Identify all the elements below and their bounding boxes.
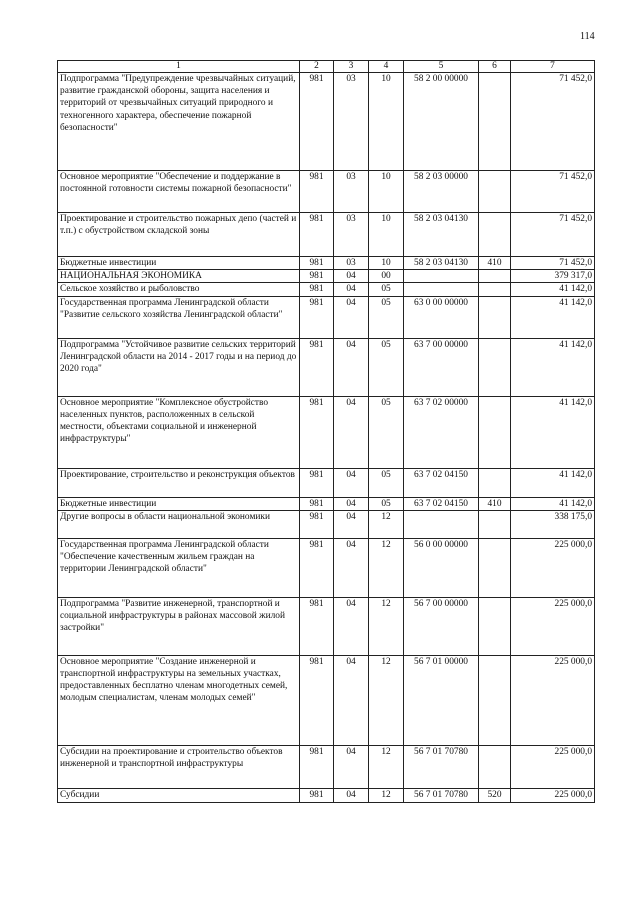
- header-cell: 6: [479, 61, 511, 73]
- header-cell: 5: [404, 61, 479, 73]
- cell-target-article: 63 7 02 00000: [404, 396, 479, 468]
- cell-admin-code: 981: [300, 171, 334, 213]
- cell-subsection: 10: [369, 257, 404, 270]
- table-row: [58, 497, 595, 510]
- cell-subsection: 12: [369, 538, 404, 597]
- cell-section: 04: [334, 538, 369, 597]
- cell-admin-code: 981: [300, 497, 334, 510]
- row-name: Основное мероприятие "Комплексное обустройство населенных пунктов, расположенных в сельской местности, объектами социальной и инженерной инфраструктуры": [58, 396, 300, 468]
- cell-admin-code: 981: [300, 270, 334, 283]
- row-name: Основное мероприятие "Создание инженерной и транспортной инфраструктуры на земельных участках, предоставленных бесплатно членам многодетных семей, молодым специалистам, членам молодых семей": [58, 655, 300, 745]
- cell-expense-type: [479, 296, 511, 338]
- row-name: Другие вопросы в области национальной экономики: [58, 510, 300, 538]
- cell-target-article: [404, 283, 479, 296]
- cell-admin-code: 981: [300, 296, 334, 338]
- cell-subsection: 12: [369, 597, 404, 655]
- row-name: Подпрограмма "Устойчивое развитие сельских территорий Ленинградской области на 2014 - 2017 годы и на период до 2020 года": [58, 338, 300, 396]
- cell-expense-type: [479, 538, 511, 597]
- cell-admin-code: 981: [300, 597, 334, 655]
- table-row: [58, 468, 595, 497]
- row-name: НАЦИОНАЛЬНАЯ ЭКОНОМИКА: [58, 270, 300, 283]
- cell-expense-type: [479, 396, 511, 468]
- cell-amount: 71 452,0: [511, 171, 595, 213]
- cell-target-article: 58 2 03 04130: [404, 257, 479, 270]
- cell-section: 03: [334, 213, 369, 257]
- cell-subsection: 05: [369, 296, 404, 338]
- cell-target-article: 56 7 01 70780: [404, 745, 479, 788]
- cell-section: 04: [334, 396, 369, 468]
- table-row: [58, 270, 595, 283]
- row-name: Бюджетные инвестиции: [58, 257, 300, 270]
- cell-amount: 71 452,0: [511, 213, 595, 257]
- cell-target-article: 58 2 03 04130: [404, 213, 479, 257]
- cell-amount: 71 452,0: [511, 257, 595, 270]
- cell-section: 04: [334, 788, 369, 802]
- cell-admin-code: 981: [300, 283, 334, 296]
- cell-subsection: 05: [369, 497, 404, 510]
- cell-subsection: 10: [369, 213, 404, 257]
- row-name: Проектирование и строительство пожарных депо (частей и т.п.) с обустройством складской зоны: [58, 213, 300, 257]
- cell-target-article: [404, 510, 479, 538]
- cell-expense-type: [479, 597, 511, 655]
- table-row: [58, 396, 595, 468]
- cell-target-article: 63 7 02 04150: [404, 468, 479, 497]
- cell-section: 04: [334, 468, 369, 497]
- header-cell: 1: [58, 61, 300, 73]
- cell-amount: 225 000,0: [511, 745, 595, 788]
- cell-target-article: 58 2 00 00000: [404, 73, 479, 171]
- cell-amount: 41 142,0: [511, 338, 595, 396]
- cell-expense-type: [479, 655, 511, 745]
- table-row: [58, 538, 595, 597]
- cell-amount: 41 142,0: [511, 283, 595, 296]
- row-name: Подпрограмма "Предупреждение чрезвычайных ситуаций, развитие гражданской обороны, защита населения и территорий от чрезвычайных ситуаций природного и техногенного характера, обеспечение пожарной безопасности": [58, 73, 300, 171]
- cell-amount: 225 000,0: [511, 597, 595, 655]
- cell-section: 04: [334, 745, 369, 788]
- cell-amount: 71 452,0: [511, 73, 595, 171]
- cell-amount: 41 142,0: [511, 497, 595, 510]
- table-row: [58, 283, 595, 296]
- cell-section: 03: [334, 73, 369, 171]
- cell-section: 04: [334, 510, 369, 538]
- cell-target-article: 63 7 00 00000: [404, 338, 479, 396]
- cell-subsection: 00: [369, 270, 404, 283]
- row-name: Субсидии: [58, 788, 300, 802]
- cell-expense-type: 410: [479, 497, 511, 510]
- cell-expense-type: [479, 283, 511, 296]
- cell-section: 04: [334, 283, 369, 296]
- cell-amount: 41 142,0: [511, 396, 595, 468]
- cell-subsection: 05: [369, 338, 404, 396]
- header-row: [58, 61, 595, 73]
- cell-expense-type: [479, 338, 511, 396]
- cell-target-article: 63 0 00 00000: [404, 296, 479, 338]
- cell-subsection: 10: [369, 73, 404, 171]
- row-name: Бюджетные инвестиции: [58, 497, 300, 510]
- cell-expense-type: [479, 73, 511, 171]
- cell-target-article: 56 7 01 70780: [404, 788, 479, 802]
- cell-subsection: 10: [369, 171, 404, 213]
- row-name: Проектирование, строительство и реконструкция объектов: [58, 468, 300, 497]
- header-cell: 3: [334, 61, 369, 73]
- cell-admin-code: 981: [300, 73, 334, 171]
- cell-target-article: 56 7 01 00000: [404, 655, 479, 745]
- table-row: [58, 213, 595, 257]
- page-number: 114: [580, 31, 595, 42]
- budget-table: [57, 60, 595, 803]
- cell-section: 04: [334, 655, 369, 745]
- cell-amount: 225 000,0: [511, 788, 595, 802]
- cell-subsection: 12: [369, 745, 404, 788]
- cell-expense-type: 410: [479, 257, 511, 270]
- header-cell: 4: [369, 61, 404, 73]
- table-row: [58, 655, 595, 745]
- cell-admin-code: 981: [300, 213, 334, 257]
- cell-target-article: 63 7 02 04150: [404, 497, 479, 510]
- table-row: [58, 745, 595, 788]
- cell-section: 03: [334, 171, 369, 213]
- cell-expense-type: [479, 171, 511, 213]
- cell-admin-code: 981: [300, 745, 334, 788]
- cell-subsection: 12: [369, 655, 404, 745]
- cell-subsection: 12: [369, 788, 404, 802]
- cell-amount: 379 317,0: [511, 270, 595, 283]
- cell-expense-type: [479, 468, 511, 497]
- table-row: [58, 338, 595, 396]
- header-cell: 2: [300, 61, 334, 73]
- table-row: [58, 257, 595, 270]
- cell-expense-type: [479, 270, 511, 283]
- cell-subsection: 05: [369, 468, 404, 497]
- table-row: [58, 73, 595, 171]
- cell-expense-type: 520: [479, 788, 511, 802]
- cell-expense-type: [479, 510, 511, 538]
- cell-section: 04: [334, 497, 369, 510]
- cell-expense-type: [479, 745, 511, 788]
- cell-section: 04: [334, 338, 369, 396]
- cell-admin-code: 981: [300, 788, 334, 802]
- cell-subsection: 12: [369, 510, 404, 538]
- cell-section: 04: [334, 597, 369, 655]
- cell-admin-code: 981: [300, 338, 334, 396]
- row-name: Сельское хозяйство и рыболовство: [58, 283, 300, 296]
- row-name: Основное мероприятие "Обеспечение и поддержание в постоянной готовности системы пожарной безопасности": [58, 171, 300, 213]
- table-row: [58, 296, 595, 338]
- cell-target-article: 58 2 03 00000: [404, 171, 479, 213]
- cell-admin-code: 981: [300, 396, 334, 468]
- table-row: [58, 171, 595, 213]
- row-name: Государственная программа Ленинградской области "Обеспечение качественным жильем граждан на территории Ленинградской области": [58, 538, 300, 597]
- cell-target-article: [404, 270, 479, 283]
- cell-amount: 41 142,0: [511, 468, 595, 497]
- cell-amount: 225 000,0: [511, 655, 595, 745]
- cell-subsection: 05: [369, 396, 404, 468]
- header-cell: 7: [511, 61, 595, 73]
- cell-subsection: 05: [369, 283, 404, 296]
- table-row: [58, 597, 595, 655]
- cell-section: 03: [334, 257, 369, 270]
- cell-admin-code: 981: [300, 655, 334, 745]
- table-row: [58, 788, 595, 802]
- row-name: Субсидии на проектирование и строительство объектов инженерной и транспортной инфраструктуры: [58, 745, 300, 788]
- row-name: Государственная программа Ленинградской области "Развитие сельского хозяйства Ленинградской области": [58, 296, 300, 338]
- cell-admin-code: 981: [300, 538, 334, 597]
- cell-admin-code: 981: [300, 257, 334, 270]
- table-row: [58, 510, 595, 538]
- cell-admin-code: 981: [300, 468, 334, 497]
- cell-expense-type: [479, 213, 511, 257]
- cell-amount: 338 175,0: [511, 510, 595, 538]
- cell-target-article: 56 7 00 00000: [404, 597, 479, 655]
- row-name: Подпрограмма "Развитие инженерной, транспортной и социальной инфраструктуры в районах массовой жилой застройки": [58, 597, 300, 655]
- cell-admin-code: 981: [300, 510, 334, 538]
- cell-amount: 225 000,0: [511, 538, 595, 597]
- cell-amount: 41 142,0: [511, 296, 595, 338]
- cell-section: 04: [334, 270, 369, 283]
- cell-section: 04: [334, 296, 369, 338]
- cell-target-article: 56 0 00 00000: [404, 538, 479, 597]
